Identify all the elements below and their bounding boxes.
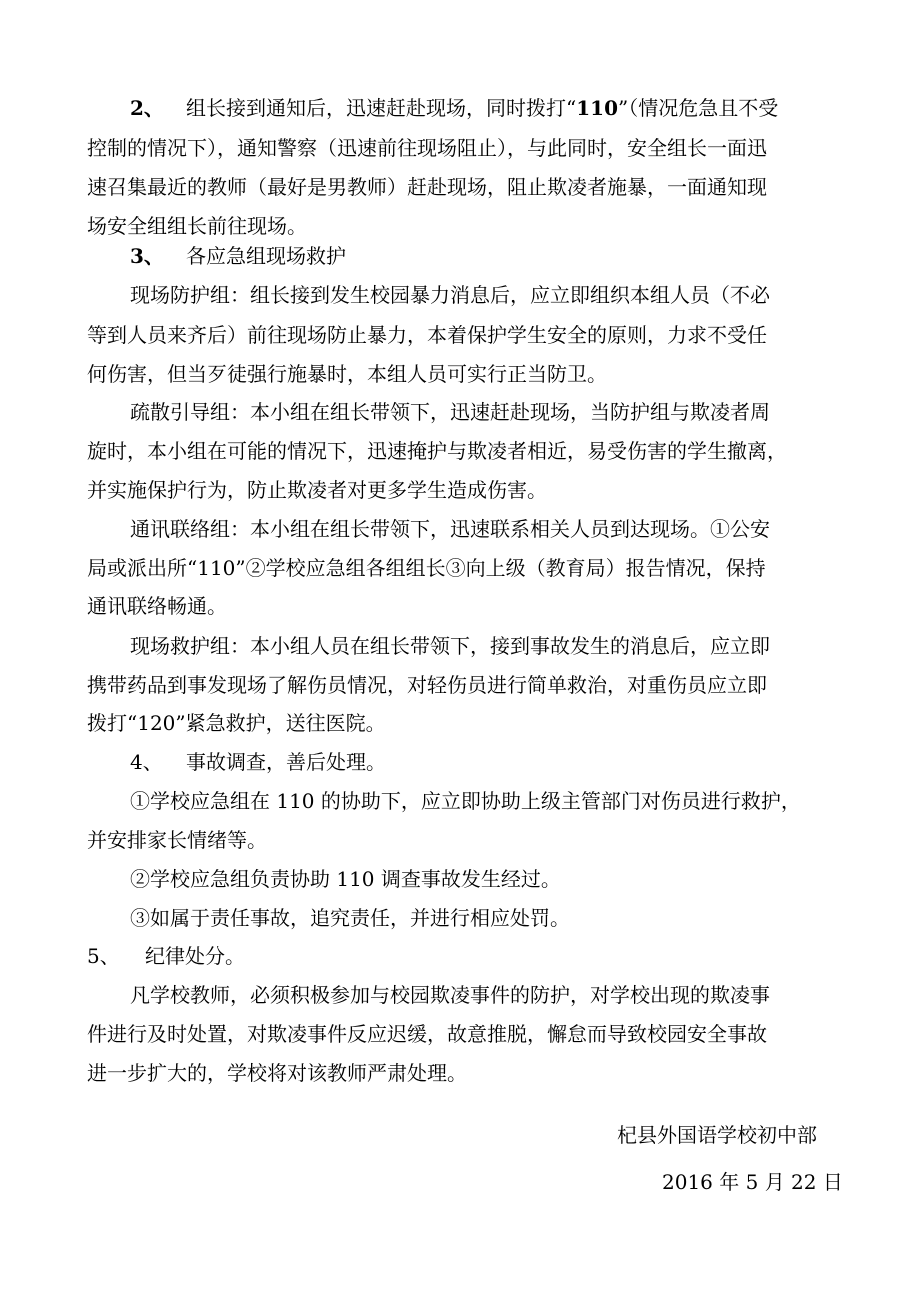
sec2-line-3: 速召集最近的教师（最好是男教师）赶赴现场，阻止欺凌者施暴，一面通知现 [87,175,767,199]
comm-line-1: 通讯联络组：本小组在组长带领下，迅速联系相关人员到达现场。①公安 [130,517,770,541]
sec4-item-1-cont: 并安排家长情绪等。 [87,828,267,852]
sec3-title: 各应急组现场救护 [186,244,346,268]
sec2-line-4: 场安全组组长前往现场。 [87,214,307,238]
rescue-line-1: 现场救护组：本小组人员在组长带领下，接到事故发生的消息后，应立即 [130,634,770,658]
sec4-title: 事故调查，善后处理。 [186,750,386,774]
sec2-line-1 [130,96,778,120]
sec4-heading [130,750,386,774]
sec5-number: 5、 [87,944,120,968]
sec2-text-c: ”（情况危急且不受 [617,96,779,120]
evacuate-line-2: 旋时，本小组在可能的情况下，迅速掩护与欺凌者相近，易受伤害的学生撤离， [87,439,787,463]
sec4-item-2: ②学校应急组负责协助 110 调查事故发生经过。 [130,867,561,891]
sec2-number: 2、 [130,96,164,120]
sec5-heading [87,944,245,968]
sec4-item-3: ③如属于责任事故，追究责任，并进行相应处罚。 [130,906,570,930]
signature-date: 2016 年 5 月 22 日 [662,1170,843,1194]
signature-org: 杞县外国语学校初中部 [617,1123,817,1147]
sec5-line-1: 凡学校教师，必须积极参加与校园欺凌事件的防护，对学校出现的欺凌事 [130,983,770,1007]
evacuate-line-3: 并实施保护行为，防止欺凌者对更多学生造成伤害。 [87,478,547,502]
rescue-line-3: 拨打“120”紧急救护，送往医院。 [87,711,386,735]
protect-line-3: 何伤害，但当歹徒强行施暴时，本组人员可实行正当防卫。 [87,362,607,386]
comm-line-3: 通讯联络畅通。 [87,594,227,618]
sec2-line-2: 控制的情况下），通知警察（迅速前往现场阻止），与此同时，安全组长一面迅 [87,136,767,160]
comm-line-2: 局或派出所“110”②学校应急组各组组长③向上级（教育局）报告情况，保持 [87,556,766,580]
sec3-number: 3、 [130,244,164,268]
sec3-heading [130,244,346,268]
sec5-title: 纪律处分。 [145,944,245,968]
protect-line-1: 现场防护组：组长接到发生校园暴力消息后，应立即组织本组人员（不必 [130,283,770,307]
evacuate-line-1: 疏散引导组：本小组在组长带领下，迅速赶赴现场，当防护组与欺凌者周 [130,400,770,424]
sec4-item-1: ①学校应急组在 110 的协助下，应立即协助上级主管部门对伤员进行救护， [130,789,801,813]
sec4-number: 4、 [130,750,163,774]
sec5-line-2: 件进行及时处置，对欺凌事件反应迟缓，故意推脱，懈怠而导致校园安全事故 [87,1022,767,1046]
rescue-line-2: 携带药品到事发现场了解伤员情况，对轻伤员进行简单救治，对重伤员应立即 [87,673,767,697]
sec2-text-a: 组长接到通知后，迅速赶赴现场，同时拨打“ [186,96,577,120]
protect-line-2: 等到人员来齐后）前往现场防止暴力，本着保护学生安全的原则，力求不受任 [87,323,767,347]
sec2-phone-110: 110 [576,96,618,120]
sec5-line-3: 进一步扩大的，学校将对该教师严肃处理。 [87,1061,467,1085]
